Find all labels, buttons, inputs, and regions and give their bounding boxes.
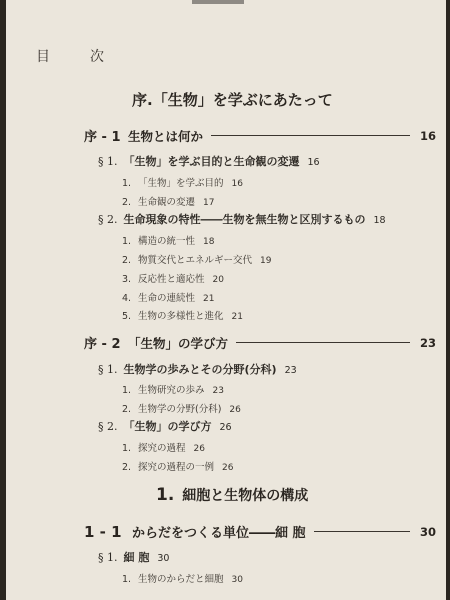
item-title: 生物のからだと細胞 bbox=[138, 574, 224, 585]
section-row bbox=[98, 549, 169, 565]
item-number: 1. bbox=[122, 236, 132, 247]
section-number: § 2. bbox=[98, 213, 118, 226]
item-title: 「生物」を学ぶ目的 bbox=[138, 178, 224, 189]
item-title: 反応性と適応性 bbox=[138, 274, 205, 285]
item-number: 4. bbox=[122, 293, 132, 304]
chapter-page: 23 bbox=[420, 335, 437, 350]
item-title: 生物研究の歩み bbox=[138, 385, 205, 396]
item-title: 生物の多様性と進化 bbox=[138, 311, 224, 322]
leader-line bbox=[236, 342, 410, 343]
section-page: 23 bbox=[284, 365, 297, 376]
item-page: 23 bbox=[212, 386, 224, 396]
leader-line bbox=[211, 135, 410, 136]
item-title: 探究の過程 bbox=[138, 443, 186, 454]
item-page: 19 bbox=[260, 256, 272, 266]
item-number: 1. bbox=[122, 574, 132, 585]
item-number: 5. bbox=[122, 311, 132, 322]
item-page: 21 bbox=[203, 294, 215, 304]
item-row bbox=[122, 459, 233, 473]
section-title: 生物学の歩みとその分野(分科) bbox=[123, 363, 277, 376]
chapter-number: 序 - 1 bbox=[84, 130, 121, 145]
section-number: § 1. bbox=[98, 551, 118, 564]
chapter-row bbox=[84, 333, 437, 352]
item-page: 30 bbox=[231, 575, 243, 585]
item-row bbox=[122, 175, 243, 189]
item-page: 16 bbox=[231, 179, 243, 189]
item-page: 21 bbox=[231, 312, 243, 322]
section-number: § 1. bbox=[98, 155, 118, 168]
toc-heading bbox=[36, 46, 104, 66]
section-title: 生命現象の特性――生物を無生物と区別するもの bbox=[123, 213, 366, 226]
item-title: 生命観の変遷 bbox=[138, 197, 196, 208]
item-row bbox=[122, 194, 214, 208]
part-title-text: 細胞と生物体の構成 bbox=[182, 488, 309, 504]
item-number: 1. bbox=[122, 178, 132, 189]
chapter-page: 30 bbox=[420, 524, 437, 539]
item-title: 構造の統一性 bbox=[138, 236, 196, 247]
item-row bbox=[122, 233, 214, 247]
item-page: 26 bbox=[229, 405, 241, 415]
intro-title: 序.「生物」を学ぶにあたって bbox=[132, 91, 333, 109]
chapter-number: 序 - 2 bbox=[84, 337, 121, 352]
chapter-title: からだをつくる単位――細 胞 bbox=[132, 526, 306, 541]
chapter-row bbox=[84, 126, 437, 145]
section-page: 16 bbox=[307, 157, 320, 168]
item-row bbox=[122, 440, 205, 454]
section-title: 細 胞 bbox=[123, 551, 150, 564]
section-page: 30 bbox=[157, 553, 170, 564]
section-row bbox=[98, 153, 320, 169]
item-row bbox=[122, 308, 243, 322]
item-number: 1. bbox=[122, 443, 132, 454]
chapter-number: 1 - 1 bbox=[84, 522, 122, 541]
chapter-page: 16 bbox=[420, 128, 437, 143]
section-page: 18 bbox=[373, 215, 386, 226]
item-title: 生物学の分野(分科) bbox=[138, 404, 222, 415]
item-page: 18 bbox=[203, 237, 215, 247]
item-number: 2. bbox=[122, 255, 132, 266]
item-row bbox=[122, 271, 224, 285]
chapter-row bbox=[84, 522, 437, 541]
toc-heading-char-1: 目 bbox=[36, 49, 50, 65]
section-row bbox=[98, 418, 232, 434]
chapter-title: 「生物」の学び方 bbox=[128, 335, 229, 351]
item-row bbox=[122, 290, 214, 304]
toc-heading-char-2: 次 bbox=[90, 49, 104, 65]
item-number: 2. bbox=[122, 462, 132, 473]
item-row bbox=[122, 401, 241, 415]
part-title bbox=[156, 485, 308, 505]
section-number: § 2. bbox=[98, 420, 118, 433]
item-title: 生命の連続性 bbox=[138, 293, 196, 304]
section-title: 「生物」を学ぶ目的と生命観の変遷 bbox=[123, 155, 300, 168]
page-tab bbox=[192, 0, 244, 4]
part-number: 1. bbox=[156, 485, 175, 505]
item-number: 1. bbox=[122, 385, 132, 396]
item-title: 探究の過程の一例 bbox=[138, 462, 215, 473]
item-page: 17 bbox=[203, 198, 215, 208]
item-page: 26 bbox=[222, 463, 234, 473]
section-row bbox=[98, 361, 297, 377]
section-page: 26 bbox=[219, 422, 232, 433]
item-page: 26 bbox=[193, 444, 205, 454]
book-page bbox=[6, 0, 446, 600]
item-row bbox=[122, 571, 243, 585]
section-title: 「生物」の学び方 bbox=[123, 420, 212, 433]
item-row bbox=[122, 382, 224, 396]
item-number: 3. bbox=[122, 274, 132, 285]
leader-line bbox=[314, 531, 410, 532]
item-number: 2. bbox=[122, 404, 132, 415]
section-row bbox=[98, 211, 386, 227]
item-row bbox=[122, 252, 271, 266]
chapter-title: 生物とは何か bbox=[128, 128, 204, 144]
item-number: 2. bbox=[122, 197, 132, 208]
item-page: 20 bbox=[212, 275, 224, 285]
section-number: § 1. bbox=[98, 363, 118, 376]
item-title: 物質交代とエネルギー交代 bbox=[138, 255, 253, 266]
